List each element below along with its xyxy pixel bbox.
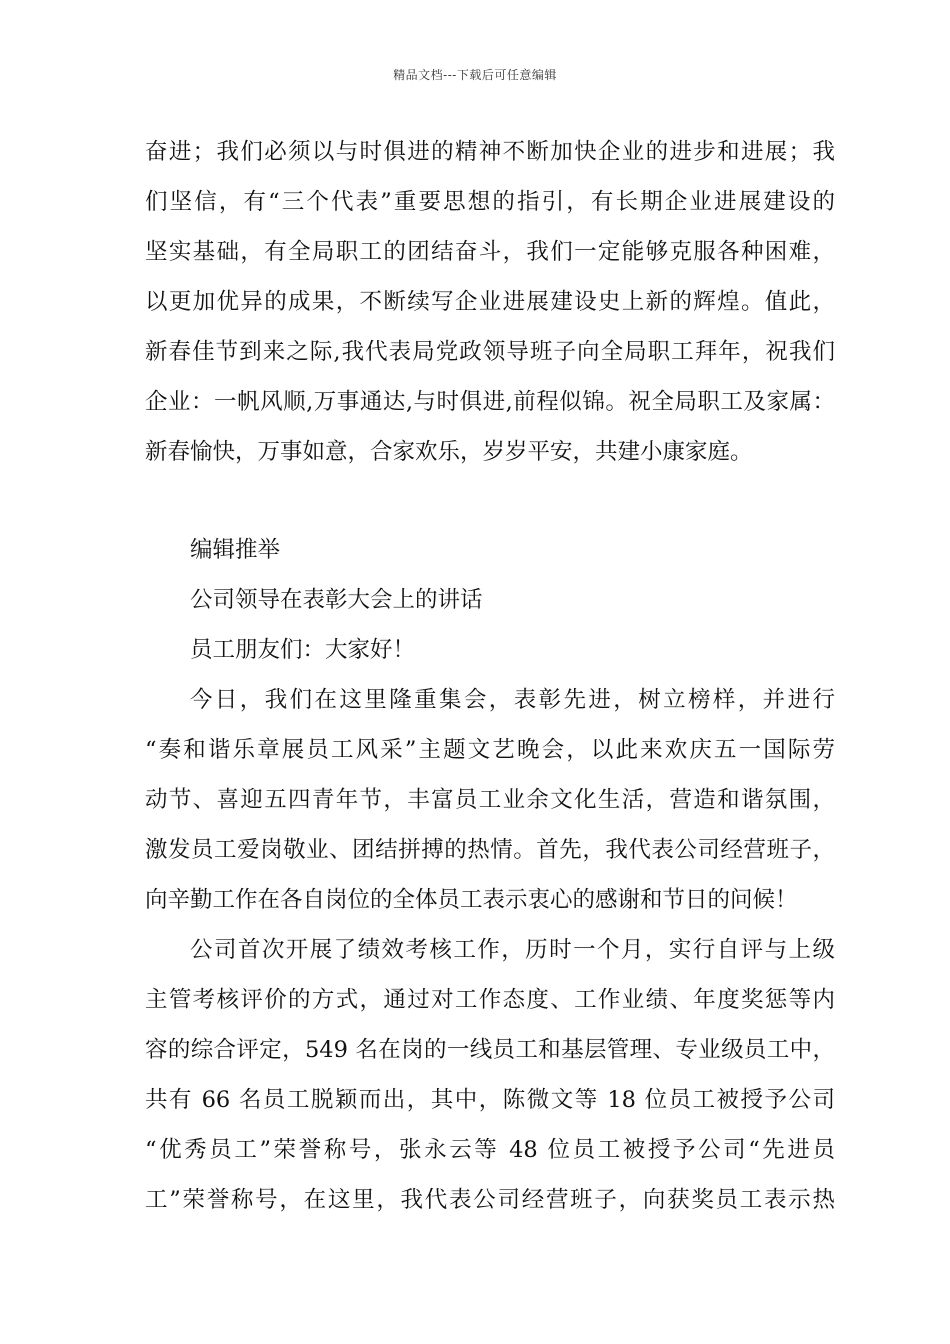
paragraph-line: 向辛勤工作在各自岗位的全体员工表示衷心的感谢和节日的问候！ [145,887,798,913]
page-header: 精品文档---下载后可任意编辑 [393,68,557,82]
paragraph-line: 企业：一帆风顺,万事通达,与时俱进,前程似锦。祝全局职工及家属： [145,389,835,415]
paragraph-line: 动节、喜迎五四青年节，丰富员工业余文化生活，营造和谐氛围， [145,787,835,813]
paragraph-line: 奋进；我们必须以与时俱进的精神不断加快企业的进步和进展；我 [145,139,835,165]
paragraph-line: “奏和谐乐章展员工风采”主题文艺晚会，以此来欢庆五一国际劳 [145,737,835,763]
paragraph-line: 坚实基础，有全局职工的团结奋斗，我们一定能够克服各种困难， [145,239,835,265]
paragraph-2 [145,925,835,1225]
article-title: 公司领导在表彰大会上的讲话 [190,587,483,613]
paragraph-line: 新春愉快，万事如意，合家欢乐，岁岁平安，共建小康家庭。 [145,439,753,465]
paragraph-line: 公司首次开展了绩效考核工作，历时一个月，实行自评与上级 [190,937,835,963]
article-section [145,525,835,925]
recommend-heading: 编辑推举 [190,537,281,563]
paragraph-line: 今日，我们在这里隆重集会，表彰先进，树立榜样，并进行 [190,687,835,713]
paragraph-line: 们坚信，有“三个代表”重要思想的指引，有长期企业进展建设的 [145,189,835,215]
paragraph-line: 共有 66 名员工脱颖而出，其中，陈微文等 18 位员工被授予公司 [145,1087,835,1113]
greeting-line: 员工朋友们：大家好！ [190,637,416,663]
closing-paragraph [145,127,835,477]
paragraph-line: 激发员工爱岗敬业、团结拼搏的热情。首先，我代表公司经营班子， [145,837,835,863]
paragraph-line: 工”荣誉称号，在这里，我代表公司经营班子，向获奖员工表示热 [145,1187,835,1213]
paragraph-line: 主管考核评价的方式，通过对工作态度、工作业绩、年度奖惩等内 [145,987,835,1013]
paragraph-line: “优秀员工”荣誉称号，张永云等 48 位员工被授予公司“先进员 [145,1137,835,1163]
paragraph-line: 新春佳节到来之际,我代表局党政领导班子向全局职工拜年，祝我们 [145,339,835,365]
paragraph-line: 容的综合评定，549 名在岗的一线员工和基层管理、专业级员工中， [145,1037,835,1063]
paragraph-line: 以更加优异的成果，不断续写企业进展建设史上新的辉煌。值此， [145,289,835,315]
